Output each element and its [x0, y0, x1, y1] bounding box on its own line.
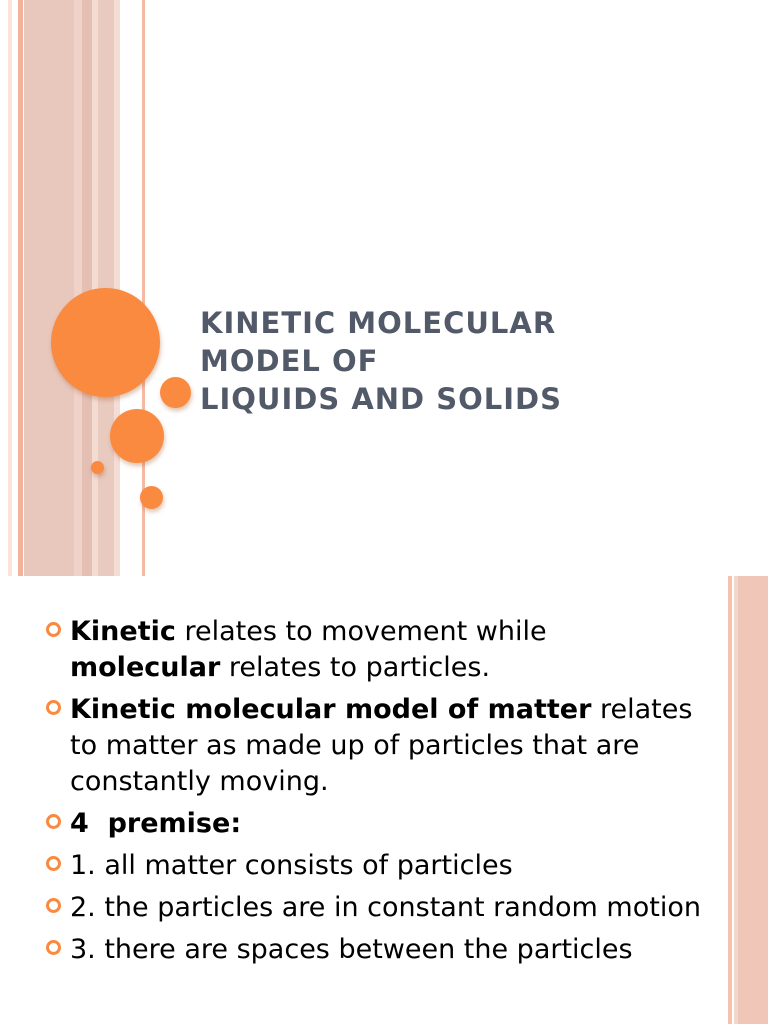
decorative-stripes-right: [728, 576, 768, 1024]
bullet-plain-text: relates to matter as made up of particles that are constantly moving.: [70, 694, 693, 797]
list-item: [44, 806, 704, 842]
bullet-ring-icon: [46, 898, 61, 913]
bullet-bold-text: molecular: [70, 652, 221, 683]
bullet-text: [70, 616, 547, 683]
bullet-text: 1. all matter consists of particles: [70, 850, 513, 881]
list-item: [44, 692, 704, 800]
title-line-1: KINETIC MOLECULAR: [200, 306, 557, 340]
bullet-text: 2. the particles are in constant random motion: [70, 892, 701, 923]
bullet-bold-text: Kinetic: [70, 616, 176, 647]
bullet-plain-text: relates to particles.: [220, 652, 491, 683]
bullet-text: 3. there are spaces between the particles: [70, 934, 633, 965]
bullet-bold-text: 4 premise:: [70, 808, 242, 839]
decorative-stripes-left: [0, 0, 150, 576]
bullet-text: [70, 808, 241, 839]
list-item: [44, 932, 704, 968]
decorative-circle-small-2: [140, 486, 163, 509]
bullet-bold-text: Kinetic molecular model of matter: [70, 694, 592, 725]
bullet-ring-icon: [46, 622, 61, 637]
bullet-ring-icon: [46, 856, 61, 871]
bullet-ring-icon: [46, 940, 61, 955]
decorative-circle-large: [51, 288, 160, 397]
decorative-circle-medium: [110, 409, 164, 463]
title-line-3: LIQUIDS AND SOLIDS: [200, 382, 562, 416]
decorative-circle-small-1: [160, 377, 191, 408]
slide-edge: [0, 576, 8, 1024]
slide-edge: [760, 0, 768, 576]
bullet-list: [44, 614, 704, 974]
list-item: [44, 614, 704, 686]
list-item: [44, 848, 704, 884]
title-line-2: MODEL OF: [200, 344, 379, 378]
bullet-plain-text: relates to movement while: [175, 616, 547, 647]
list-item: [44, 890, 704, 926]
slide-title: [200, 304, 740, 418]
bullet-text: [70, 694, 692, 797]
bullet-ring-icon: [46, 700, 61, 715]
bullet-ring-icon: [46, 814, 61, 829]
content-slide: [0, 576, 768, 1024]
decorative-circle-tiny: [91, 461, 104, 474]
